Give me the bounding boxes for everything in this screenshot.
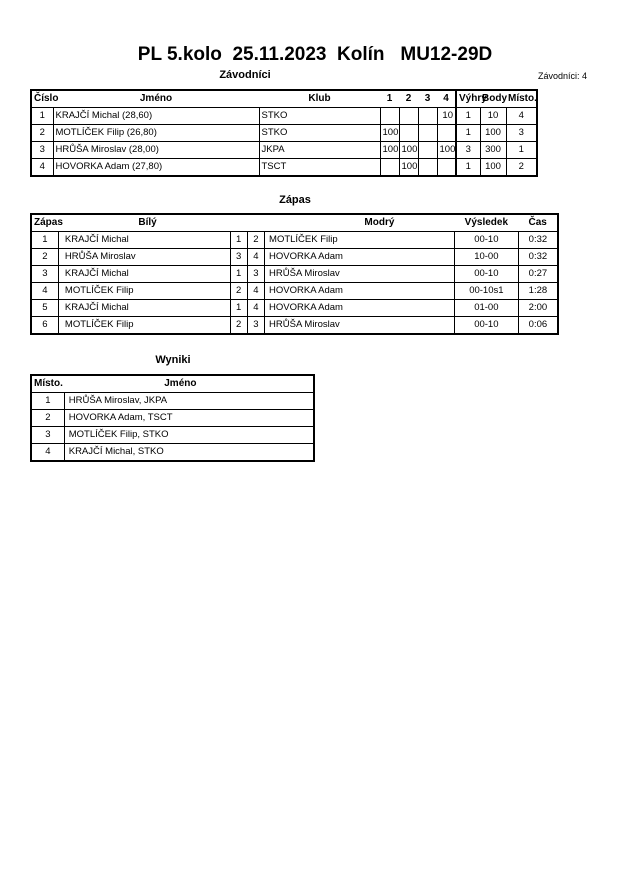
table-row — [31, 232, 558, 249]
table-row — [31, 266, 558, 283]
results-header-row — [31, 375, 314, 393]
matches-heading: Zápas — [279, 194, 311, 206]
round-2-score: 100 — [399, 142, 418, 159]
col-time: Čas — [518, 214, 558, 232]
white-fighter-number: 1 — [230, 266, 247, 283]
match-time: 0:27 — [518, 266, 558, 283]
round-3-score — [418, 159, 437, 177]
round-2-score — [399, 125, 418, 142]
col-match: Zápas — [31, 214, 58, 232]
result-name: HOVORKA Adam, TSCT — [64, 410, 314, 427]
match-number: 3 — [31, 266, 58, 283]
white-fighter-number: 1 — [230, 300, 247, 317]
matches-table — [30, 213, 559, 335]
wins-count: 1 — [456, 159, 480, 177]
white-fighter: KRAJČÍ Michal — [58, 266, 230, 283]
blue-fighter-number: 3 — [247, 266, 264, 283]
table-row — [31, 249, 558, 266]
round-1-score: 100 — [380, 125, 399, 142]
competitor-club: STKO — [259, 125, 380, 142]
page-title: PL 5.kolo 25.11.2023 Kolín MU12-29D — [137, 44, 493, 65]
match-time: 0:32 — [518, 232, 558, 249]
blue-fighter: HOVORKA Adam — [265, 283, 455, 300]
col-white: Bílý — [58, 214, 264, 232]
points-total: 10 — [480, 108, 506, 125]
round-2-score: 100 — [399, 159, 418, 177]
competitors-table — [30, 89, 538, 177]
final-place: 2 — [506, 159, 537, 177]
wins-count: 1 — [456, 108, 480, 125]
results-heading: Wyniki — [155, 354, 191, 366]
match-time: 0:06 — [518, 317, 558, 335]
match-number: 2 — [31, 249, 58, 266]
result-place: 4 — [31, 444, 64, 462]
result-place: 2 — [31, 410, 64, 427]
competitor-club: TSCT — [259, 159, 380, 177]
table-row — [31, 317, 558, 335]
white-fighter-number: 2 — [230, 317, 247, 335]
match-result: 00-10s1 — [454, 283, 518, 300]
col-points: Body — [480, 90, 506, 108]
round-4-score: 100 — [437, 142, 456, 159]
col-wins: Výhry — [456, 90, 480, 108]
final-place: 1 — [506, 142, 537, 159]
col-round-1: 1 — [380, 90, 399, 108]
match-result: 00-10 — [454, 232, 518, 249]
table-row — [31, 300, 558, 317]
competitors-heading: Závodníci — [219, 69, 271, 81]
table-row — [31, 283, 558, 300]
competitor-number: 2 — [31, 125, 53, 142]
round-1-score — [380, 159, 399, 177]
match-result: 10-00 — [454, 249, 518, 266]
match-number: 6 — [31, 317, 58, 335]
round-4-score — [437, 125, 456, 142]
round-2-score — [399, 108, 418, 125]
col-round-4: 4 — [437, 90, 456, 108]
competitors-header-row — [31, 90, 537, 108]
round-4-score — [437, 159, 456, 177]
competitor-number: 1 — [31, 108, 53, 125]
results-table — [30, 374, 315, 462]
blue-fighter-number: 3 — [247, 317, 264, 335]
match-result: 00-10 — [454, 317, 518, 335]
result-place: 1 — [31, 393, 64, 410]
competitor-name: HOVORKA Adam (27,80) — [53, 159, 259, 177]
competitor-name: KRAJČÍ Michal (28,60) — [53, 108, 259, 125]
match-result: 00-10 — [454, 266, 518, 283]
table-row — [31, 427, 314, 444]
blue-fighter-number: 4 — [247, 249, 264, 266]
wins-count: 3 — [456, 142, 480, 159]
points-total: 100 — [480, 125, 506, 142]
white-fighter-number: 2 — [230, 283, 247, 300]
col-name: Jméno — [53, 90, 259, 108]
wins-count: 1 — [456, 125, 480, 142]
round-1-score — [380, 108, 399, 125]
table-row — [31, 393, 314, 410]
white-fighter: KRAJČÍ Michal — [58, 300, 230, 317]
competitor-club: STKO — [259, 108, 380, 125]
col-place: Místo. — [31, 375, 64, 393]
competitor-name: MOTLÍČEK Filip (26,80) — [53, 125, 259, 142]
table-row — [31, 125, 537, 142]
match-number: 1 — [31, 232, 58, 249]
col-club: Klub — [259, 90, 380, 108]
points-total: 300 — [480, 142, 506, 159]
match-number: 4 — [31, 283, 58, 300]
blue-fighter-number: 2 — [247, 232, 264, 249]
white-fighter: MOTLÍČEK Filip — [58, 283, 230, 300]
col-place: Místo. — [506, 90, 537, 108]
table-row — [31, 444, 314, 462]
white-fighter: MOTLÍČEK Filip — [58, 317, 230, 335]
col-number: Číslo — [31, 90, 53, 108]
white-fighter: KRAJČÍ Michal — [58, 232, 230, 249]
competitor-number: 3 — [31, 142, 53, 159]
round-3-score — [418, 125, 437, 142]
table-row — [31, 108, 537, 125]
round-1-score: 100 — [380, 142, 399, 159]
matches-header-row — [31, 214, 558, 232]
col-result: Výsledek — [454, 214, 518, 232]
match-time: 1:28 — [518, 283, 558, 300]
match-number: 5 — [31, 300, 58, 317]
white-fighter: HRŮŠA Miroslav — [58, 249, 230, 266]
table-row — [31, 142, 537, 159]
match-time: 2:00 — [518, 300, 558, 317]
white-fighter-number: 1 — [230, 232, 247, 249]
blue-fighter: HOVORKA Adam — [265, 300, 455, 317]
col-blue: Modrý — [265, 214, 455, 232]
competitor-number: 4 — [31, 159, 53, 177]
blue-fighter: MOTLÍČEK Filip — [265, 232, 455, 249]
col-round-2: 2 — [399, 90, 418, 108]
match-time: 0:32 — [518, 249, 558, 266]
competitor-count: Závodníci: 4 — [538, 71, 588, 81]
competitor-club: JKPA — [259, 142, 380, 159]
result-name: HRŮŠA Miroslav, JKPA — [64, 393, 314, 410]
blue-fighter-number: 4 — [247, 300, 264, 317]
round-4-score: 10 — [437, 108, 456, 125]
result-name: MOTLÍČEK Filip, STKO — [64, 427, 314, 444]
competitor-name: HRŮŠA Miroslav (28,00) — [53, 142, 259, 159]
table-row — [31, 159, 537, 177]
final-place: 3 — [506, 125, 537, 142]
blue-fighter: HOVORKA Adam — [265, 249, 455, 266]
col-name: Jméno — [64, 375, 314, 393]
table-row — [31, 410, 314, 427]
col-round-3: 3 — [418, 90, 437, 108]
blue-fighter: HRŮŠA Miroslav — [265, 266, 455, 283]
round-3-score — [418, 142, 437, 159]
white-fighter-number: 3 — [230, 249, 247, 266]
result-name: KRAJČÍ Michal, STKO — [64, 444, 314, 462]
round-3-score — [418, 108, 437, 125]
result-place: 3 — [31, 427, 64, 444]
blue-fighter-number: 4 — [247, 283, 264, 300]
points-total: 100 — [480, 159, 506, 177]
blue-fighter: HRŮŠA Miroslav — [265, 317, 455, 335]
final-place: 4 — [506, 108, 537, 125]
match-result: 01-00 — [454, 300, 518, 317]
